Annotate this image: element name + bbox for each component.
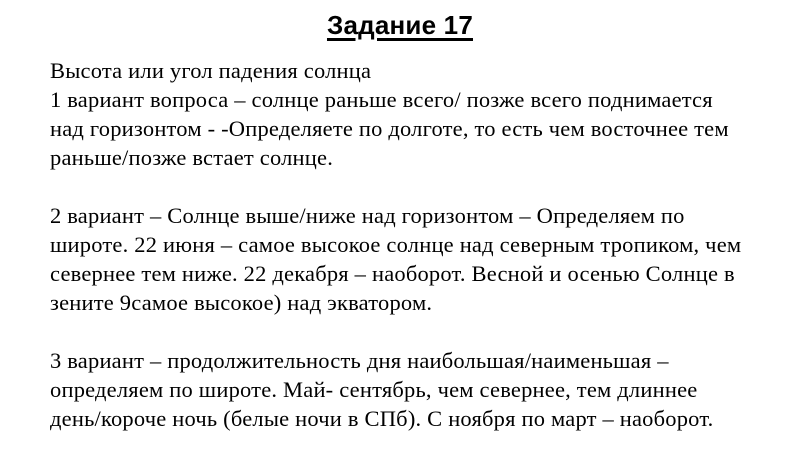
paragraph-variant-2 [50,201,756,317]
text-line: раньше/позже встает солнце. [50,145,334,170]
paragraph-sun-height [50,56,756,172]
text-line: 1 вариант вопроса – солнце раньше всего/ позже всего поднимается [50,87,713,112]
text-line: определяем по широте. Май- сентябрь, чем севернее, тем длиннее [50,377,698,402]
paragraph-variant-3 [50,346,756,433]
text-line: севернее тем ниже. 22 декабря – наоборот. Весной и осенью Солнце в [50,261,735,286]
text-line: широте. 22 июня – самое высокое солнце над северным тропиком, чем [50,232,742,257]
text-line: зените 9самое высокое) над экватором. [50,290,433,315]
text-line: над горизонтом - -Определяете по долготе, то есть чем восточнее тем [50,116,729,141]
page-title: Задание 17 [326,10,473,40]
text-line: Высота или угол падения солнца [50,58,372,83]
text-content [50,56,756,433]
text-line: день/короче ночь (белые ночи в СПб). С ноября по март – наоборот. [50,406,714,431]
text-line: 2 вариант – Солнце выше/ниже над горизонтом – Определяем по [50,203,685,228]
text-line: 3 вариант – продолжительность дня наибольшая/наименьшая – [50,348,669,373]
